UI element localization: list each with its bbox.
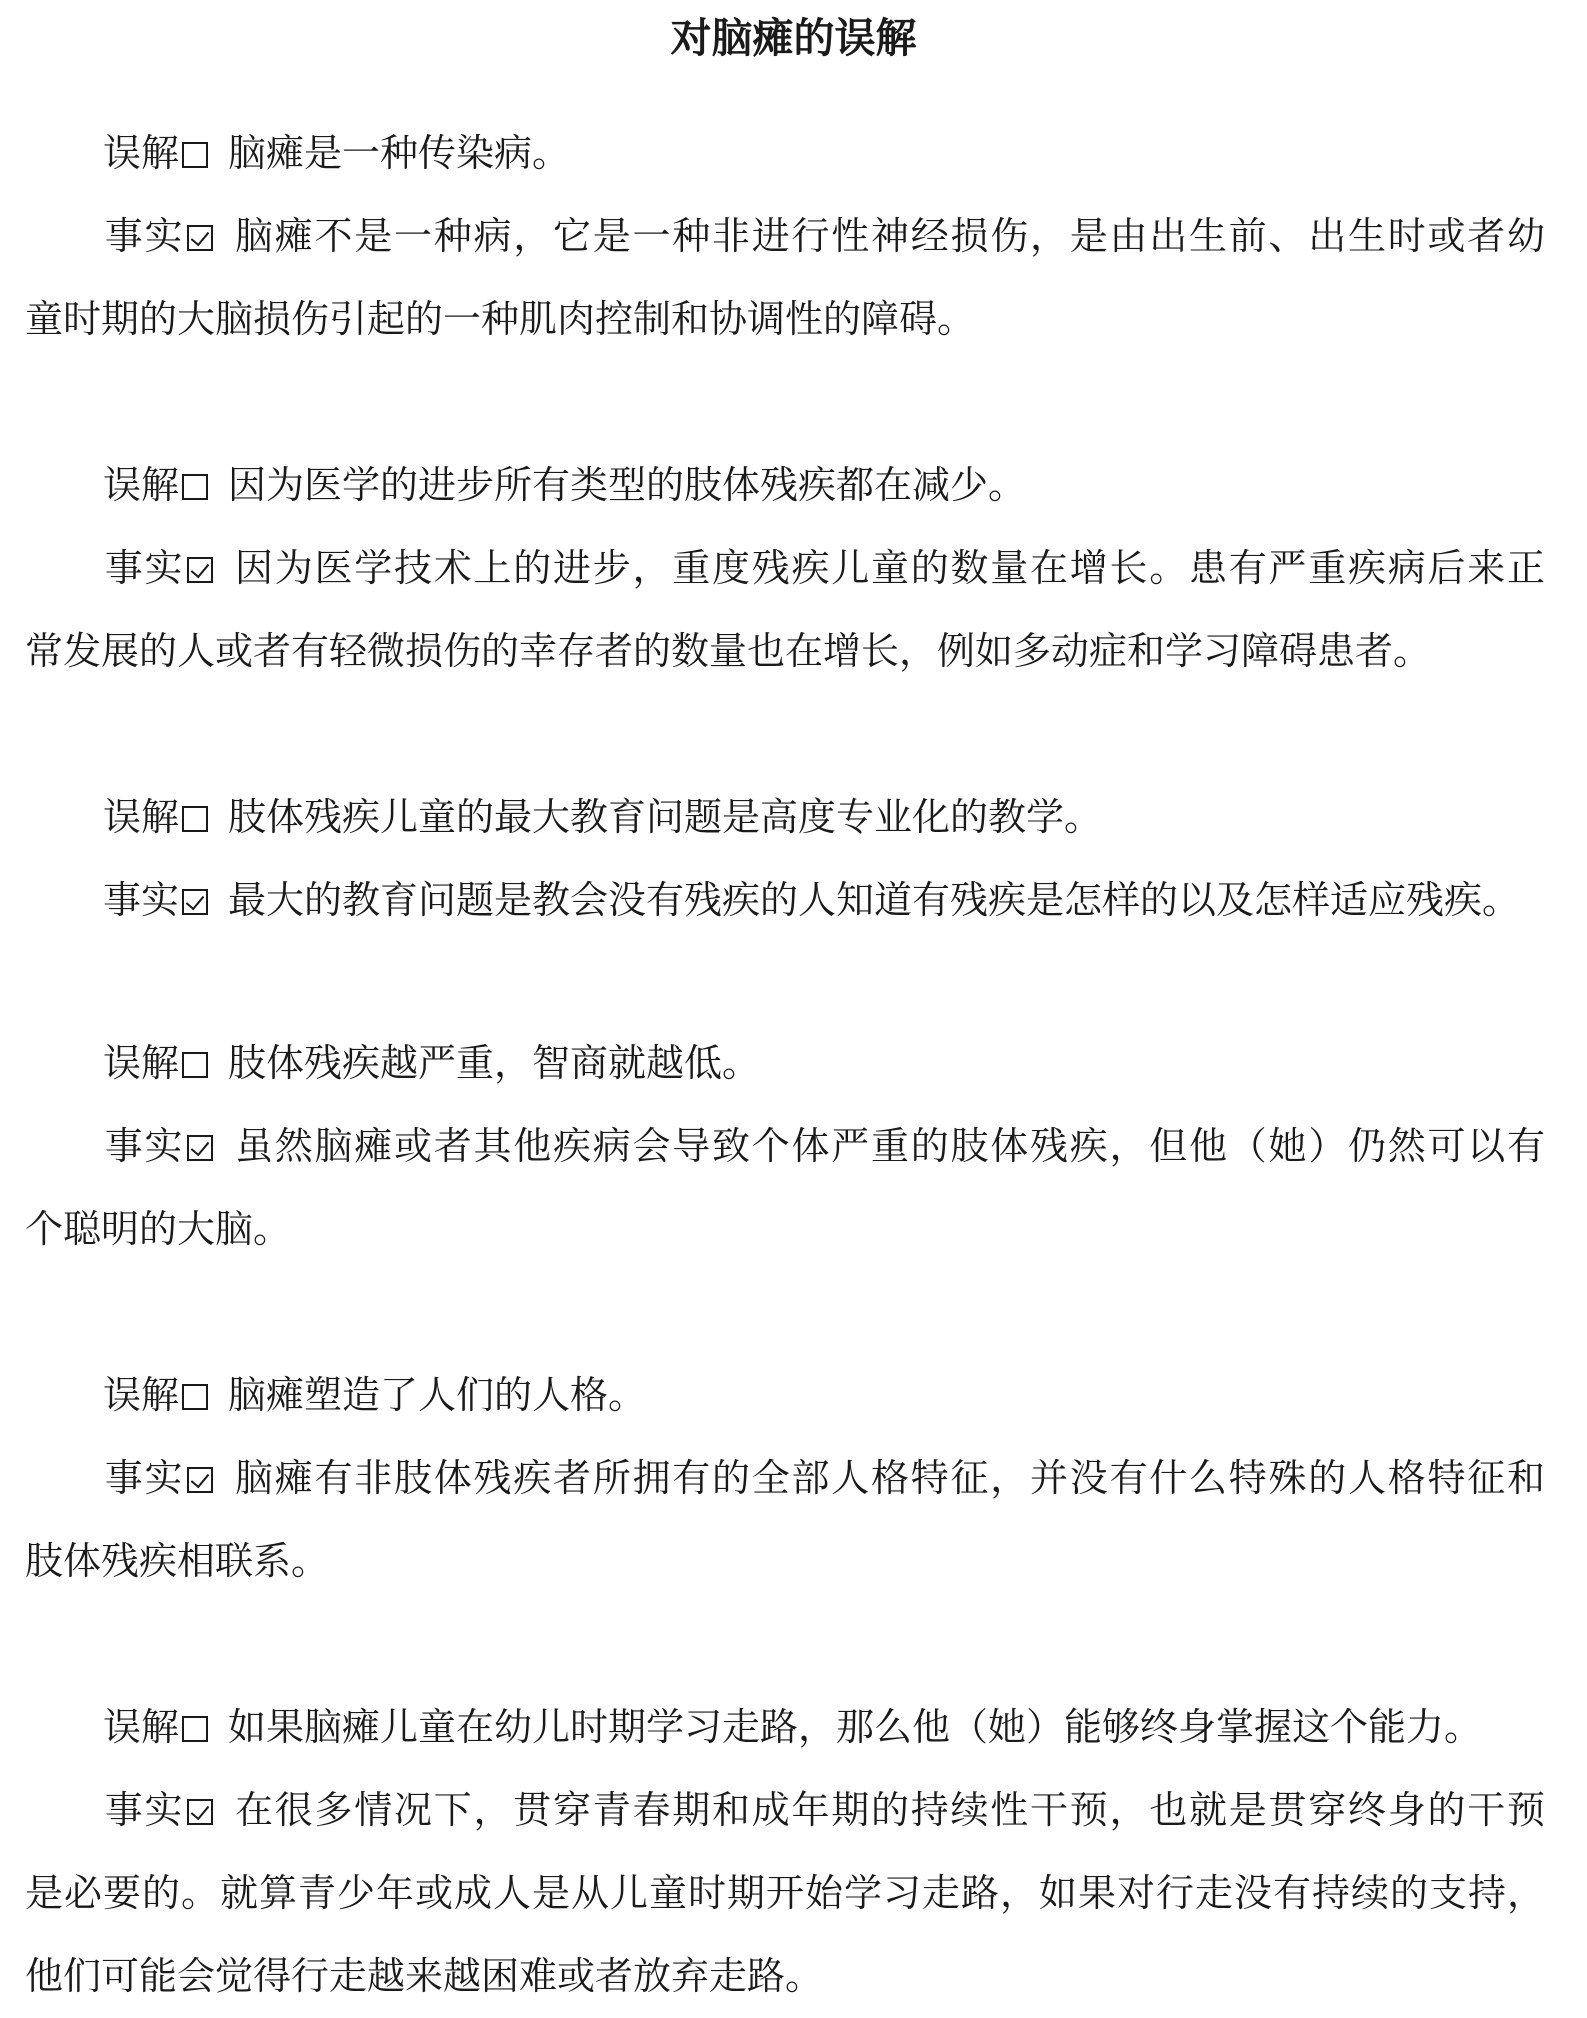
myth-label: 误解 <box>103 1373 180 1417</box>
empty-checkbox-icon <box>182 1384 208 1410</box>
empty-checkbox-icon <box>182 1052 208 1078</box>
myth-fact-item <box>0 1354 1587 1603</box>
fact-line: 常发展的人或者有轻微损伤的幸存者的数量也在增长，例如多动症和学习障碍患者。 <box>25 629 1432 673</box>
myth-label: 误解 <box>103 795 180 839</box>
fact-line: 在很多情况下，贯穿青春期和成年期的持续性干预，也就是贯穿终身的干预 <box>233 1788 1545 1832</box>
fact-line: 脑瘫不是一种病，它是一种非进行性神经损伤，是由出生前、出生时或者幼 <box>233 214 1545 258</box>
myth-text: 肢体残疾越严重，智商就越低。 <box>228 1041 761 1085</box>
checked-box-icon <box>187 225 213 251</box>
myth-row <box>0 444 1545 527</box>
myth-text: 肢体残疾儿童的最大教育问题是高度专业化的教学。 <box>228 795 1103 839</box>
fact-row-continued <box>0 1520 1545 1603</box>
fact-row <box>0 1769 1545 1852</box>
myth-text: 因为医学的进步所有类型的肢体残疾都在减少。 <box>228 463 1027 507</box>
checked-box-icon <box>182 889 208 915</box>
myth-fact-item <box>0 1686 1587 2018</box>
myth-fact-item <box>0 444 1587 693</box>
fact-row <box>0 195 1545 278</box>
fact-label: 事实 <box>103 1788 185 1832</box>
empty-checkbox-icon <box>182 806 208 832</box>
fact-row <box>0 859 1545 942</box>
fact-line: 童时期的大脑损伤引起的一种肌肉控制和协调性的障碍。 <box>25 297 976 341</box>
myth-label: 误解 <box>103 1041 180 1085</box>
fact-row-continued <box>0 278 1545 361</box>
fact-label: 事实 <box>103 1124 185 1168</box>
myth-label: 误解 <box>103 131 180 175</box>
fact-row <box>0 527 1545 610</box>
fact-label: 事实 <box>103 878 180 922</box>
myth-row <box>0 1686 1545 1769</box>
fact-row-continued <box>0 610 1545 693</box>
fact-row <box>0 1105 1545 1188</box>
fact-line: 因为医学技术上的进步，重度残疾儿童的数量在增长。患有严重疾病后来正 <box>233 546 1545 590</box>
fact-label: 事实 <box>103 546 185 590</box>
myth-fact-item <box>0 112 1587 361</box>
checked-box-icon <box>187 1799 213 1825</box>
myth-label: 误解 <box>103 1705 180 1749</box>
page-title: 对脑瘫的误解 <box>670 14 917 62</box>
myth-fact-item <box>0 1022 1587 1271</box>
myth-row <box>0 112 1545 195</box>
fact-line: 是必要的。就算青少年或成人是从儿童时期开始学习走路，如果对行走没有持续的支持， <box>25 1871 1545 1915</box>
checked-box-icon <box>187 1467 213 1493</box>
myth-text: 脑瘫塑造了人们的人格。 <box>228 1373 647 1417</box>
myth-row <box>0 776 1545 859</box>
fact-row-continued <box>0 1935 1545 2018</box>
fact-label: 事实 <box>103 1456 185 1500</box>
fact-line: 他们可能会觉得行走越来越困难或者放弃走路。 <box>25 1954 824 1998</box>
myth-row <box>0 1354 1545 1437</box>
fact-line: 虽然脑瘫或者其他疾病会导致个体严重的肢体残疾，但他（她）仍然可以有 <box>233 1124 1545 1168</box>
checked-box-icon <box>187 557 213 583</box>
myth-label: 误解 <box>103 463 180 507</box>
fact-label: 事实 <box>103 214 185 258</box>
empty-checkbox-icon <box>182 142 208 168</box>
fact-line: 最大的教育问题是教会没有残疾的人知道有残疾是怎样的以及怎样适应残疾。 <box>228 878 1521 922</box>
fact-row-continued <box>0 1852 1545 1935</box>
fact-row <box>0 1437 1545 1520</box>
myth-text: 脑瘫是一种传染病。 <box>228 131 571 175</box>
fact-line: 个聪明的大脑。 <box>25 1207 292 1251</box>
empty-checkbox-icon <box>182 474 208 500</box>
fact-line: 脑瘫有非肢体残疾者所拥有的全部人格特征，并没有什么特殊的人格特征和 <box>233 1456 1545 1500</box>
empty-checkbox-icon <box>182 1716 208 1742</box>
myth-row <box>0 1022 1545 1105</box>
myth-text: 如果脑瘫儿童在幼儿时期学习走路，那么他（她）能够终身掌握这个能力。 <box>228 1705 1483 1749</box>
fact-row-continued <box>0 1188 1545 1271</box>
checked-box-icon <box>187 1135 213 1161</box>
fact-line: 肢体残疾相联系。 <box>25 1539 330 1583</box>
myth-fact-item <box>0 776 1587 942</box>
